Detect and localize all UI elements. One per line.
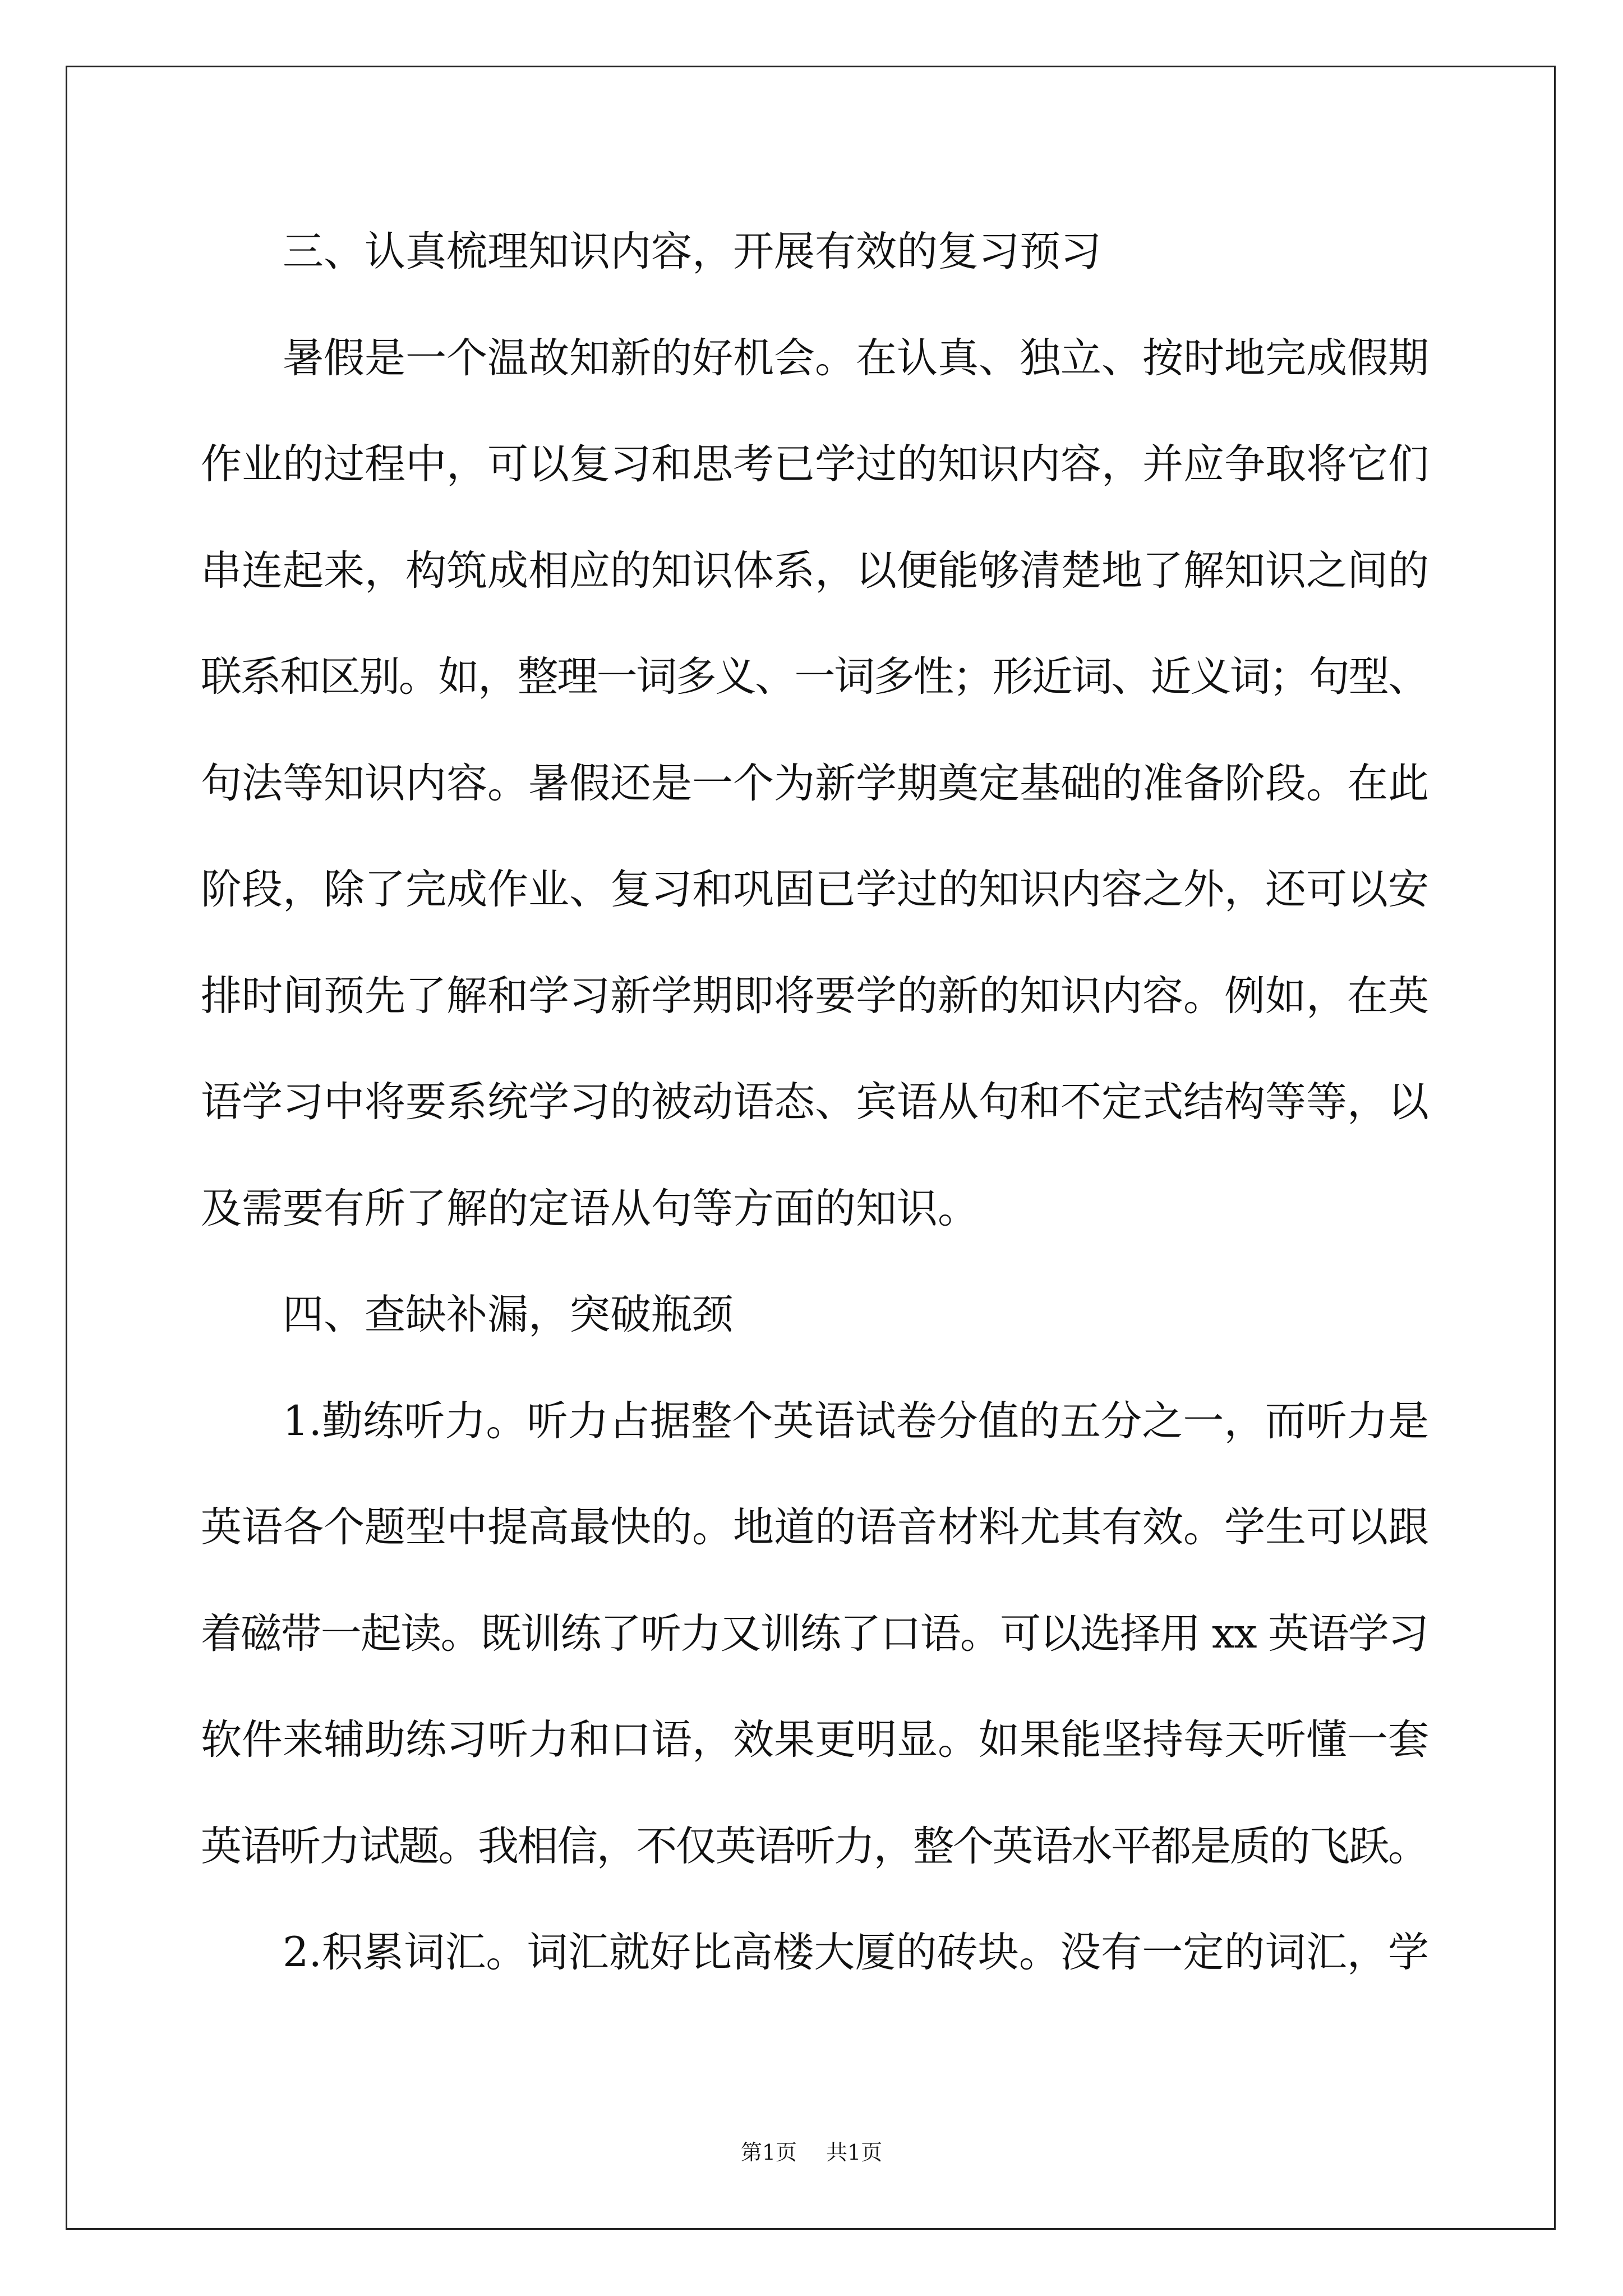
text-line: 三、认真梳理知识内容，开展有效的复习预习 (283, 228, 1101, 275)
text-line: 联系和区别。如，整理一词多义、一词多性；形近词、近义词；句型、 (201, 653, 1428, 701)
section-heading (201, 199, 1429, 305)
page-total: 共1页 (826, 2140, 883, 2165)
text-line: 暑假是一个温故知新的好机会。在认真、独立、按时地完成假期 (283, 334, 1429, 382)
text-line: 英语各个题型中提高最快的。地道的语音材料尤其有效。学生可以跟 (201, 1503, 1429, 1551)
text-line: 四、查缺补漏，突破瓶颈 (283, 1291, 733, 1338)
text-line: 语学习中将要系统学习的被动语态、宾语从句和不定式结构等等，以 (201, 1078, 1429, 1126)
section-heading (201, 1262, 1429, 1368)
paragraph (201, 305, 1429, 1262)
page-footer (0, 2138, 1623, 2166)
text-line: 2.积累词汇。词汇就好比高楼大厦的砖块。没有一定的词汇，学 (283, 1929, 1430, 1976)
paragraph (201, 1899, 1429, 2006)
text-line: 句法等知识内容。暑假还是一个为新学期奠定基础的准备阶段。在此 (201, 759, 1429, 807)
text-line: 排时间预先了解和学习新学期即将要学的新的知识内容。例如，在英 (201, 972, 1429, 1020)
document-body (201, 199, 1429, 2006)
text-line: 串连起来，构筑成相应的知识体系，以便能够清楚地了解知识之间的 (201, 546, 1429, 595)
paragraph (201, 1368, 1429, 1900)
text-line: 及需要有所了解的定语从句等方面的知识。 (201, 1184, 979, 1232)
page-number: 第1页 (740, 2140, 797, 2165)
text-line: 1.勤练听力。听力占据整个英语试卷分值的五分之一，而听力是 (283, 1397, 1430, 1445)
text-line: 作业的过程中，可以复习和思考已学过的知识内容，并应争取将它们 (201, 440, 1429, 488)
text-line: 着磁带一起读。既训练了听力又训练了口语。可以选择用 xx 英语学习 (201, 1609, 1428, 1658)
text-line: 软件来辅助练习听力和口语，效果更明显。如果能坚持每天听懂一套 (201, 1716, 1429, 1764)
text-line: 英语听力试题。我相信，不仅英语听力，整个英语水平都是质的飞跃。 (201, 1822, 1428, 1870)
text-line: 阶段，除了完成作业、复习和巩固已学过的知识内容之外，还可以安 (201, 866, 1429, 913)
